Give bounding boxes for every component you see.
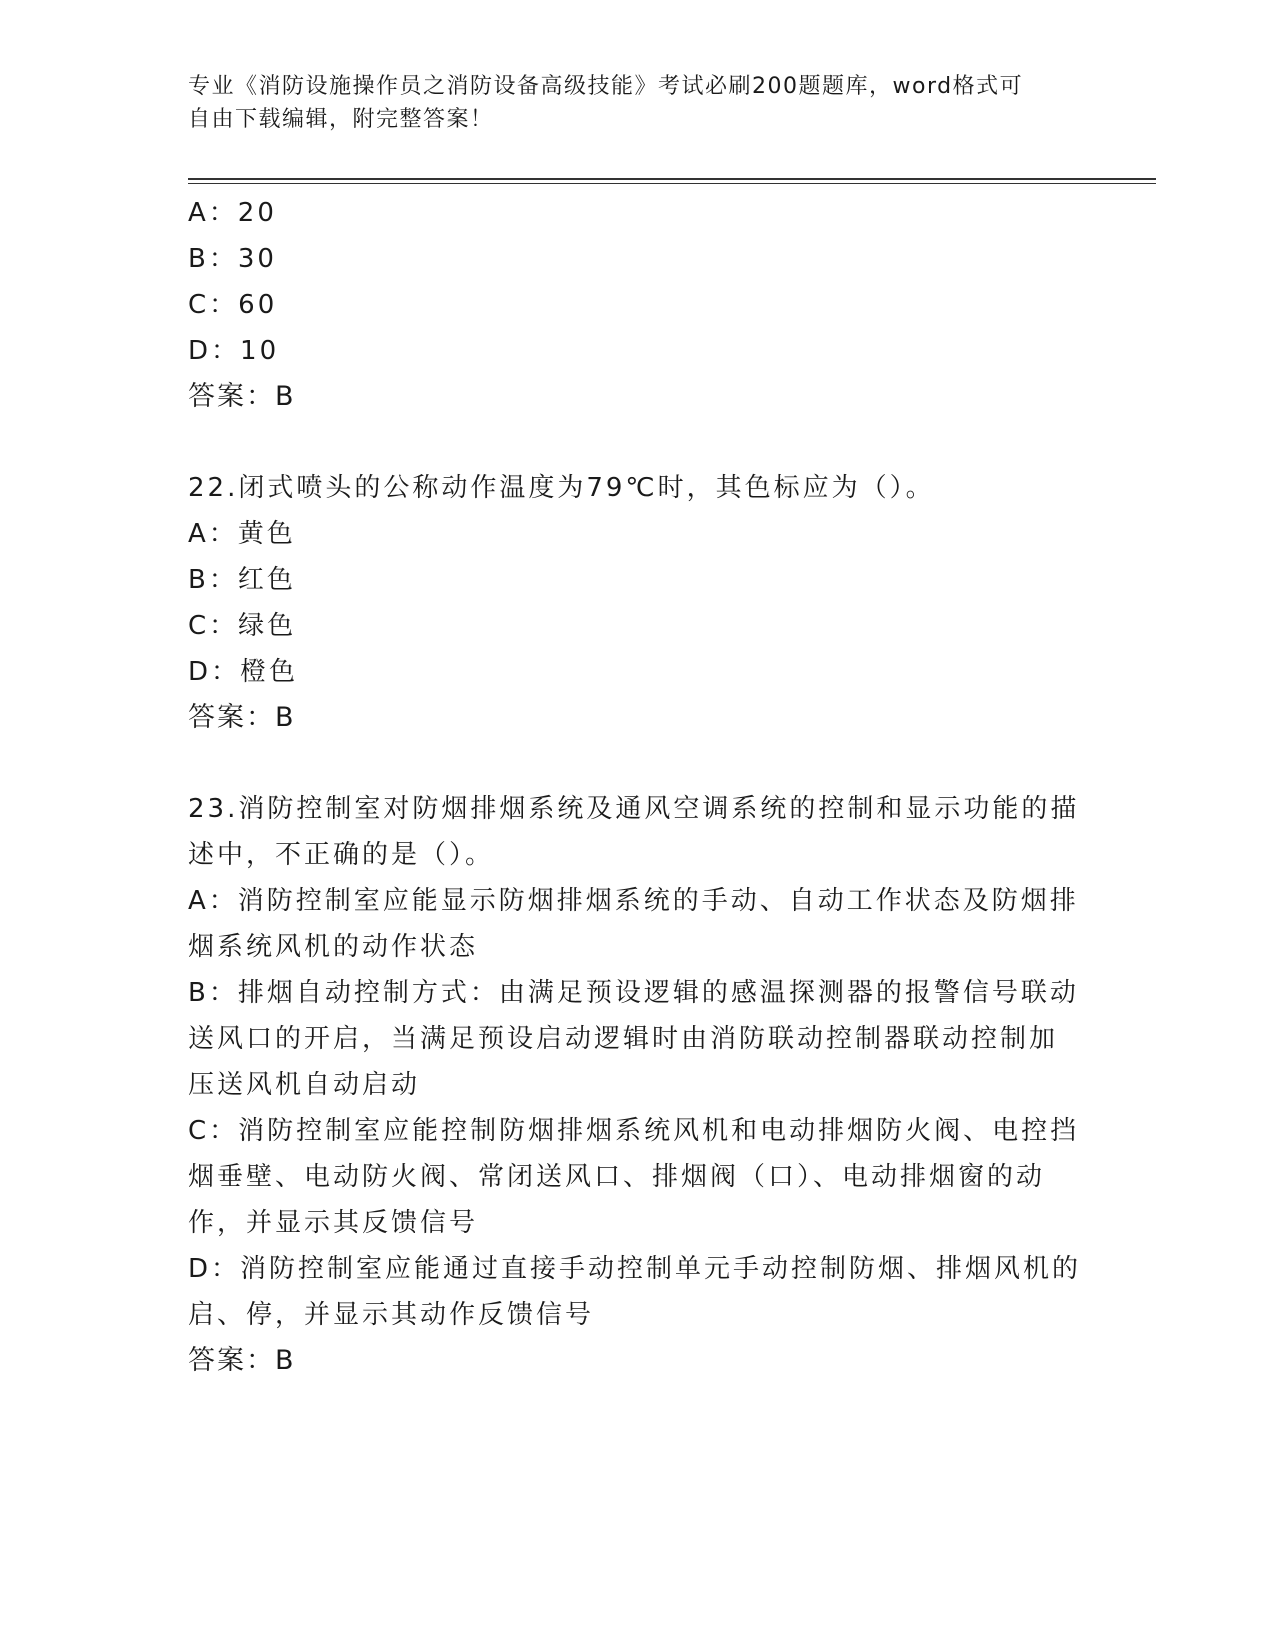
- q22-option-a: A：黄色: [188, 519, 296, 549]
- header-divider-thin: [188, 183, 1156, 184]
- q23-answer: 答案：B: [188, 1345, 296, 1376]
- document-header: [188, 70, 1088, 136]
- q21-option-b: B：30: [188, 244, 277, 274]
- q23-option-c-line-3: 作，并显示其反馈信号: [188, 1208, 479, 1238]
- q22-option-d: D：橙色: [188, 657, 299, 687]
- q23-option-d-line-2: 启、停，并显示其动作反馈信号: [188, 1300, 595, 1330]
- spacer: [188, 741, 1088, 786]
- question-22: [188, 465, 1088, 741]
- header-line-2: 自由下载编辑，附完整答案！: [188, 107, 494, 132]
- q23-option-a-line-2: 烟系统风机的动作状态: [188, 932, 479, 962]
- q23-option-b-line-1: B：排烟自动控制方式：由满足预设逻辑的感温探测器的报警信号联动: [188, 978, 1079, 1008]
- q23-option-b-line-2: 送风口的开启，当满足预设启动逻辑时由消防联动控制器联动控制加: [188, 1024, 1059, 1054]
- q23-option-d: [188, 1246, 1088, 1338]
- q21-option-d: D：10: [188, 336, 280, 366]
- q23-option-b: [188, 970, 1088, 1108]
- q23-question-line-1: 23.消防控制室对防烟排烟系统及通风空调系统的控制和显示功能的描: [188, 794, 1080, 824]
- q21-option-a: A：20: [188, 198, 277, 228]
- q23-option-a: [188, 878, 1088, 970]
- q23-option-d-line-1: D：消防控制室应能通过直接手动控制单元手动控制防烟、排烟风机的: [188, 1254, 1082, 1284]
- q23-option-a-line-1: A：消防控制室应能显示防烟排烟系统的手动、自动工作状态及防烟排: [188, 886, 1079, 916]
- q23-option-c: [188, 1108, 1088, 1246]
- q22-question: 22.闭式喷头的公称动作温度为79℃时，其色标应为（）。: [188, 473, 935, 503]
- q23-option-c-line-2: 烟垂壁、电动防火阀、常闭送风口、排烟阀（口）、电动排烟窗的动: [188, 1162, 1046, 1192]
- q22-option-b: B：红色: [188, 565, 296, 595]
- q21-option-c: C：60: [188, 290, 278, 320]
- q22-answer: 答案：B: [188, 702, 296, 733]
- header-divider-thick: [188, 178, 1156, 180]
- spacer: [188, 420, 1088, 465]
- question-content: [188, 190, 1088, 1384]
- header-line-1: 专业《消防设施操作员之消防设备高级技能》考试必刷200题题库，word格式可: [188, 74, 1024, 99]
- q23-option-b-line-3: 压送风机自动启动: [188, 1070, 421, 1100]
- q22-option-c: C：绿色: [188, 611, 297, 641]
- question-21: [188, 190, 1088, 420]
- q23-question-line-2: 述中，不正确的是（）。: [188, 840, 495, 870]
- q21-answer: 答案：B: [188, 381, 296, 412]
- question-23: [188, 786, 1088, 1384]
- q23-option-c-line-1: C：消防控制室应能控制防烟排烟系统风机和电动排烟防火阀、电控挡: [188, 1116, 1080, 1146]
